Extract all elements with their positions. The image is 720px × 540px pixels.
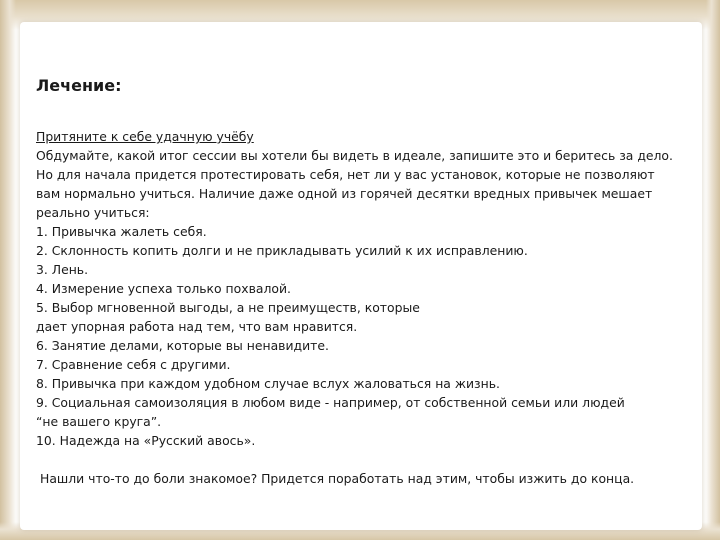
intro-line: Обдумайте, какой итог сессии вы хотели бы видеть в идеале, запишите это и беритесь за дело. <box>36 148 673 163</box>
list-item: 10. Надежда на «Русский авось». <box>36 433 256 448</box>
decorative-frame-left <box>0 0 16 540</box>
slide-subtitle: Притяните к себе удачную учёбу <box>36 129 254 144</box>
list-item: дает упорная работа над тем, что вам нравится. <box>36 319 358 334</box>
list-item: 3. Лень. <box>36 262 89 277</box>
intro-line: вам нормально учиться. Наличие даже одной из горячей десятки вредных привычек мешает <box>36 186 653 201</box>
list-item: 6. Занятие делами, которые вы ненавидите. <box>36 338 329 353</box>
list-item: 2. Склонность копить долги и не прикладывать усилий к их исправлению. <box>36 243 528 258</box>
intro-line: реально учиться: <box>36 205 150 220</box>
intro-line: Но для начала придется протестировать себя, нет ли у вас установок, которые не позволяют <box>36 167 655 182</box>
list-item: 8. Привычка при каждом удобном случае вслух жаловаться на жизнь. <box>36 376 500 391</box>
slide-body <box>36 127 704 450</box>
list-item: 4. Измерение успеха только похвалой. <box>36 281 291 296</box>
list-item: 5. Выбор мгновенной выгоды, а не преимуществ, которые <box>36 300 420 315</box>
list-item: “не вашего круга”. <box>36 414 162 429</box>
list-item: 7. Сравнение себя с другими. <box>36 357 231 372</box>
slide-heading: Лечение: <box>36 76 122 95</box>
slide-conclusion: Нашли что-то до боли знакомое? Придется поработать над этим, чтобы изжить до конца. <box>40 471 635 486</box>
decorative-frame-right <box>706 0 720 540</box>
list-item: 1. Привычка жалеть себя. <box>36 224 207 239</box>
list-item: 9. Социальная самоизоляция в любом виде - например, от собственной семьи или людей <box>36 395 625 410</box>
